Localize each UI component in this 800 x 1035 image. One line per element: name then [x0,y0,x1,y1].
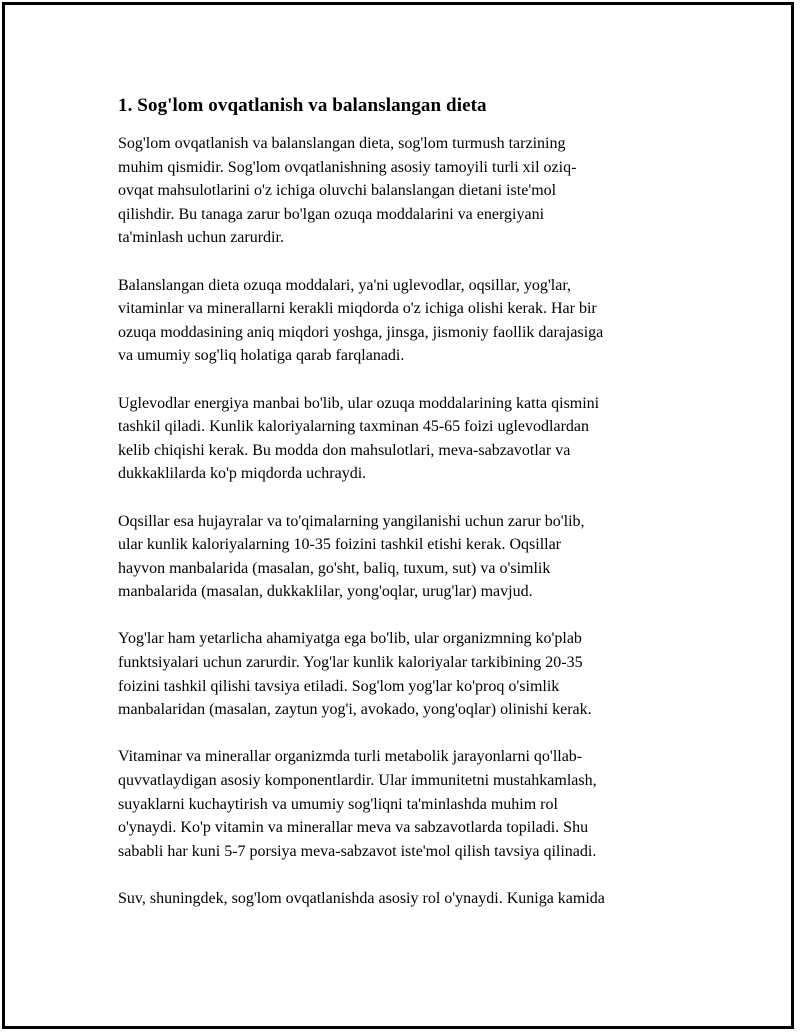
text-line: ozuqa moddasining aniq miqdori yoshga, jinsga, jismoniy faollik darajasiga [118,323,604,341]
paragraph-proteins [118,510,686,604]
text-line: manbalarida (masalan, dukkaklilar, yong'oqlar, urug'lar) mavjud. [118,583,533,601]
paragraph-intro [118,132,686,250]
text-line: foizini tashkil qilishi tavsiya etiladi. Sog'lom yog'lar ko'proq o'simlik [118,677,560,695]
text-line: ular kunlik kaloriyalarning 10-35 foizini tashkil etishi kerak. Oqsillar [118,536,562,554]
document-body [118,94,686,934]
text-line: qilishdir. Bu tanaga zarur bo'lgan ozuqa moddalarini va energiyani [118,205,545,223]
text-line: vitaminlar va minerallarni kerakli miqdorda o'z ichiga olishi kerak. Har bir [118,300,597,318]
text-line: Vitaminar va minerallar organizmda turli metabolik jarayonlarni qo'llab- [118,748,583,766]
text-line: tashkil qiladi. Kunlik kaloriyalarning taxminan 45-65 foizi uglevodlardan [118,418,589,436]
text-line: Yog'lar ham yetarlicha ahamiyatga ega bo'lib, ular organizmning ko'plab [118,630,582,648]
text-line: ovqat mahsulotlarini o'z ichiga oluvchi balanslangan dietani iste'mol [118,182,557,200]
text-line: quvvatlaydigan asosiy komponentlardir. Ular immunitetni mustahkamlash, [118,772,597,790]
text-line: funktsiyalari uchun zarurdir. Yog'lar kunlik kaloriyalar tarkibining 20-35 [118,654,583,672]
text-line: manbalaridan (masalan, zaytun yog'i, avokado, yong'oqlar) olinishi kerak. [118,701,592,719]
text-line: muhim qismidir. Sog'lom ovqatlanishning asosiy tamoyili turli xil oziq- [118,158,577,176]
section-title: 1. Sog'lom ovqatlanish va balanslangan dieta [118,95,487,116]
text-line: suyaklarni kuchaytirish va umumiy sog'liqni ta'minlashda muhim rol [118,795,558,813]
text-line: sababli har kuni 5-7 porsiya meva-sabzavot iste'mol qilish tavsiya qilinadi. [118,842,597,860]
paragraph-vitamins [118,745,686,863]
paragraph-water [118,887,686,911]
text-line: Oqsillar esa hujayralar va to'qimalarning yangilanishi uchun zarur bo'lib, [118,512,585,530]
paragraph-balanced-diet [118,274,686,368]
text-line: o'ynaydi. Ko'p vitamin va minerallar meva va sabzavotlarda topiladi. Shu [118,819,589,837]
paragraph-carbohydrates [118,392,686,486]
text-line: ta'minlash uchun zarurdir. [118,229,284,247]
text-line: Balanslangan dieta ozuqa moddalari, ya'ni uglevodlar, oqsillar, yog'lar, [118,276,572,294]
text-line: va umumiy sog'liq holatiga qarab farqlanadi. [118,347,405,365]
text-line: hayvon manbalarida (masalan, go'sht, baliq, tuxum, sut) va o'simlik [118,559,551,577]
paragraph-fats [118,627,686,721]
text-line: Uglevodlar energiya manbai bo'lib, ular ozuqa moddalarining katta qismini [118,394,600,412]
text-line: Sog'lom ovqatlanish va balanslangan dieta, sog'lom turmush tarzining [118,135,566,152]
text-line: kelib chiqishi kerak. Bu modda don mahsulotlari, meva-sabzavotlar va [118,441,571,459]
text-line: Suv, shuningdek, sog'lom ovqatlanishda asosiy rol o'ynaydi. Kuniga kamida [118,890,605,907]
text-line: dukkaklilarda ko'p miqdorda uchraydi. [118,465,367,483]
